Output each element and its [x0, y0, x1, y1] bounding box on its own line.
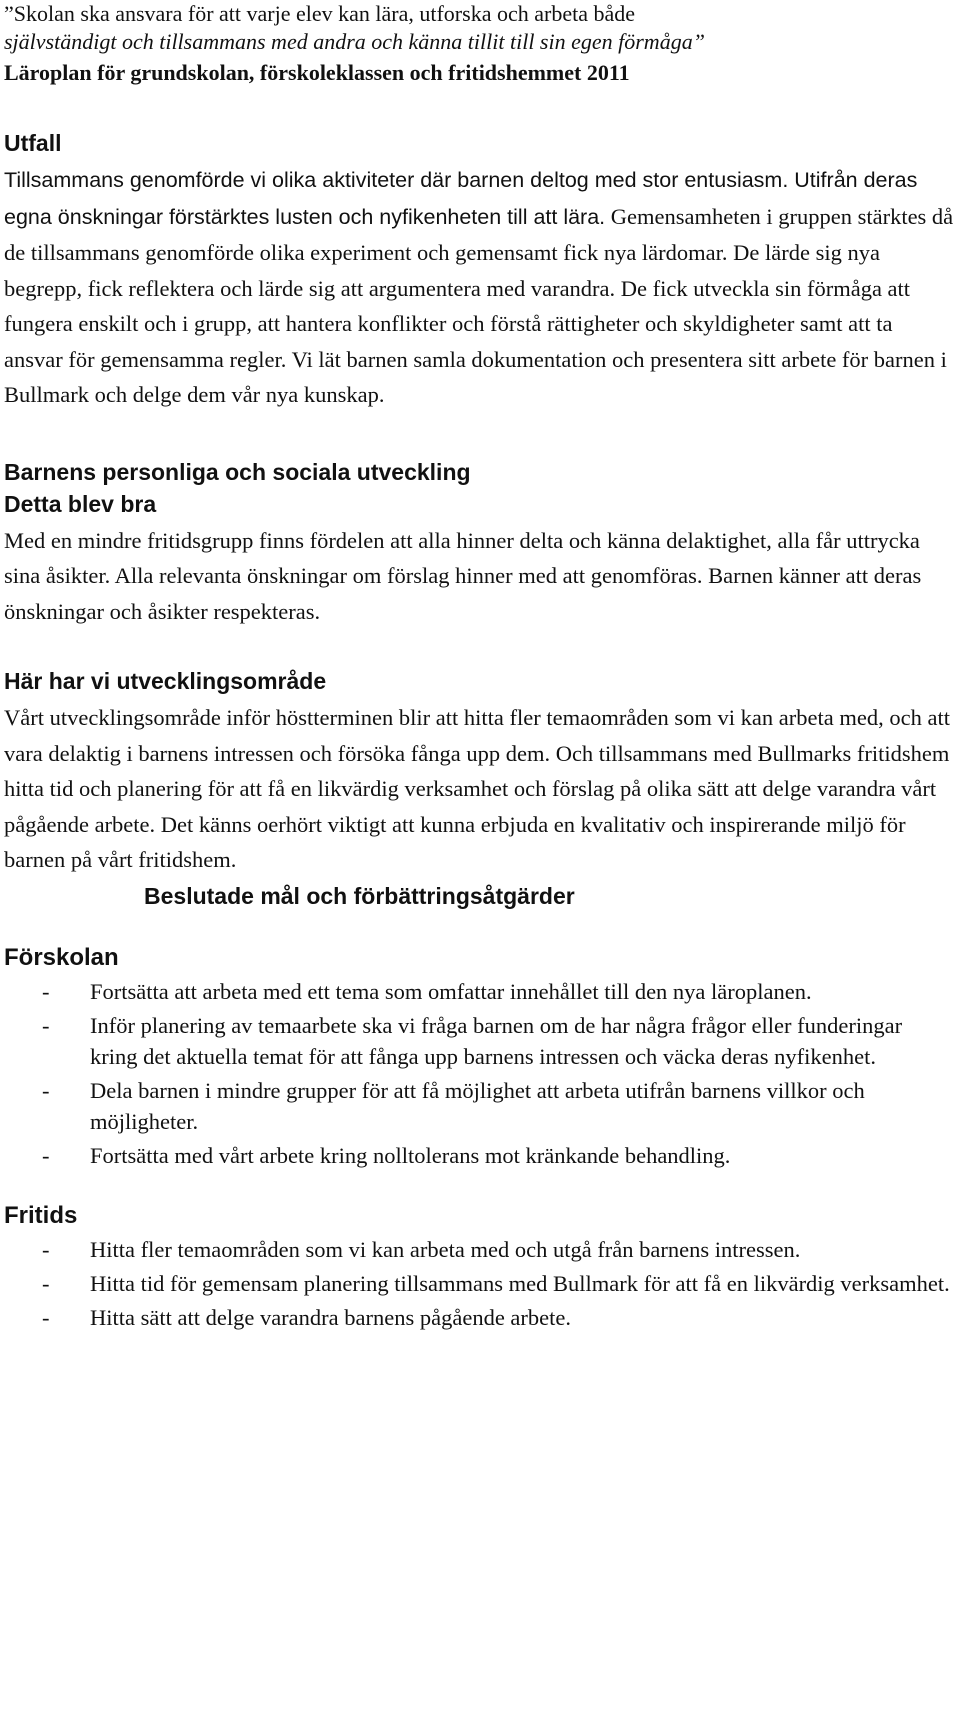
- list-item: [4, 976, 954, 1007]
- section-personlig: [4, 457, 954, 630]
- list-item: [4, 1140, 954, 1171]
- list-item: [4, 1268, 954, 1299]
- list-item-text: Inför planering av temaarbete ska vi fråga barnen om de har några frågor eller funderingar kring det aktuella temat för att fånga upp barnens intressen och väcka deras nyfikenhet.: [90, 1012, 903, 1069]
- utveckling-paragraph: Vårt utvecklingsområde inför höstterminen blir att hitta fler temaområden som vi kan arbeta med, och att vara delaktig i barnens intressen och försöka fånga upp dem. Och tillsammans med Bullmarks fritidshem hitta tid och planering för att få en likvärdig verksamhet och förslag på olika sätt att delge varandra vårt pågående arbete. Det känns oerhört viktigt att kunna erbjuda en kvalitativ och inspirerande miljö för barnen på vårt fritidshem.: [4, 705, 950, 872]
- section-utfall: [4, 128, 954, 413]
- personlig-heading: Barnens personliga och sociala utveckling: [4, 458, 471, 485]
- fritids-list: [4, 1234, 954, 1333]
- section-fritids: [4, 1201, 954, 1333]
- utfall-text-serif: Gemensamheten i gruppen stärktes då de tillsammans genomförde olika experiment och gemensamt fick nya lärdomar. De lärde sig nya begrepp, fick reflektera och lärde sig att argumentera med varandra. De fick utveckla sin förmåga att fungera enskilt och i grupp, att hantera konflikter och förstå rättigheter och skyldigheter samt att ta ansvar för gemensamma regler. Vi lät barnen samla dokumentation och presentera sitt arbete för barnen i Bullmark och delge dem vår nya kunskap.: [4, 203, 954, 407]
- list-item: [4, 1302, 954, 1333]
- section-utveckling: [4, 666, 954, 878]
- dash-marker: -: [42, 1012, 50, 1038]
- list-item-text: Fortsätta att arbeta med ett tema som omfattar innehållet till den nya läroplanen.: [90, 978, 812, 1004]
- utfall-paragraph: [4, 162, 954, 413]
- list-item: [4, 1234, 954, 1265]
- list-item-text: Hitta fler temaområden som vi kan arbeta med och utgå från barnens intressen.: [90, 1236, 801, 1262]
- forskolan-list: [4, 976, 954, 1171]
- list-item: [4, 1010, 954, 1072]
- quote-line-1: ”Skolan ska ansvara för att varje elev kan lära, utforska och arbeta både: [4, 1, 635, 26]
- section-beslutade: [4, 881, 954, 911]
- list-item-text: Hitta tid för gemensam planering tillsammans med Bullmark för att få en likvärdig verksamhet.: [90, 1270, 950, 1296]
- forskolan-heading: Förskolan: [4, 943, 119, 971]
- list-item-text: Hitta sätt att delge varandra barnens pågående arbete.: [90, 1304, 572, 1330]
- list-item-text: Fortsätta med vårt arbete kring nolltolerans mot kränkande behandling.: [90, 1142, 731, 1168]
- dash-marker: -: [42, 1304, 50, 1330]
- dash-marker: -: [42, 1270, 50, 1296]
- section-forskolan: [4, 943, 954, 1171]
- fritids-heading: Fritids: [4, 1201, 78, 1229]
- beslutade-heading: Beslutade mål och förbättringsåtgärder: [144, 882, 575, 909]
- dash-marker: -: [42, 1077, 50, 1103]
- quote-block: [4, 0, 954, 87]
- list-item: [4, 1075, 954, 1137]
- utveckling-heading: Här har vi utvecklingsområde: [4, 668, 327, 694]
- dash-marker: -: [42, 1142, 50, 1168]
- dash-marker: -: [42, 978, 50, 1004]
- personlig-paragraph: Med en mindre fritidsgrupp finns fördelen att alla hinner delta och känna delaktighet, alla får uttrycka sina åsikter. Alla relevanta önskningar om förslag hinner med att genomföras. Barnen känner att deras önskningar och åsikter respekteras.: [4, 527, 922, 624]
- quote-source: Läroplan för grundskolan, förskoleklassen och fritidshemmet 2011: [4, 60, 630, 85]
- quote-line-2: självständigt och tillsammans med andra och känna tillit till sin egen förmåga”: [4, 29, 705, 54]
- list-item-text: Dela barnen i mindre grupper för att få möjlighet att arbeta utifrån barnens villkor och möjligheter.: [90, 1077, 865, 1134]
- personlig-subheading: Detta blev bra: [4, 490, 157, 517]
- utfall-heading: Utfall: [4, 130, 62, 156]
- utfall-text-sans: Tillsammans genomförde vi olika aktiviteter där barnen deltog med stor entusiasm. Utifrån deras egna önskningar förstärktes lusten och nyfikenheten till att lära.: [4, 168, 918, 229]
- dash-marker: -: [42, 1236, 50, 1262]
